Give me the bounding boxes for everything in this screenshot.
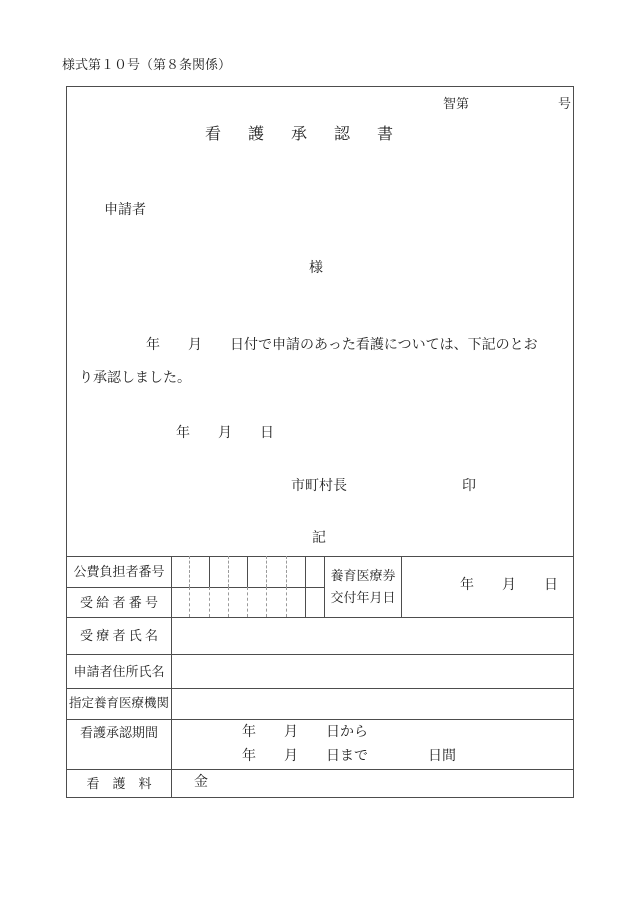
recipient-digit-cell <box>305 587 324 617</box>
mayor-label: 市町村長 <box>291 479 347 494</box>
payer-digit-cell <box>266 556 285 587</box>
body-line-2: り承認しました。 <box>79 371 191 386</box>
voucher-label-line2: 交付年月日 <box>330 590 396 605</box>
payer-digit-cell <box>189 556 208 587</box>
voucher-column-divider <box>401 556 402 617</box>
recipient-digit-cell <box>286 587 305 617</box>
recipient-digit-cell <box>189 587 208 617</box>
voucher-date-blank: 年 月 日 <box>460 578 558 593</box>
recipient-digit-cell <box>247 587 266 617</box>
approval-period-label: 看護承認期間 <box>79 724 158 740</box>
payer-digit-cell <box>171 556 189 587</box>
voucher-issue-label <box>325 556 401 617</box>
payer-digit-cell <box>286 556 305 587</box>
doc-number-suffix: 号 <box>558 96 572 111</box>
period-from-blank: 年 月 日から <box>242 725 368 740</box>
doc-number-prefix: 智第 <box>443 96 470 111</box>
payer-digit-cell <box>228 556 247 587</box>
period-to-blank: 年 月 日まで <box>242 749 368 764</box>
institution-label: 指定養育医療機関 <box>68 696 169 711</box>
issue-date-blank: 年 月 日 <box>176 426 274 441</box>
payer-digit-cell <box>209 556 228 587</box>
honorific-sama: 様 <box>309 261 323 276</box>
payer-digit-cell <box>305 556 324 587</box>
applicant-label: 申請者 <box>104 203 146 218</box>
applicant-address-label: 申請者住所氏名 <box>73 663 165 679</box>
recipient-digit-cell <box>171 587 189 617</box>
recipient-number-digit-grid <box>171 587 325 617</box>
recipient-number-label: 受 給 者 番 号 <box>79 594 158 610</box>
payer-number-digit-grid <box>171 556 325 587</box>
fee-prefix: 金 <box>194 775 208 790</box>
form-frame <box>66 86 574 798</box>
note-heading: 記 <box>312 531 326 546</box>
period-days-suffix: 日間 <box>428 749 456 764</box>
row-divider-4 <box>67 719 573 720</box>
form-style-number: 様式第１０号（第８条関係） <box>62 57 232 72</box>
body-line-1: 年 月 日付で申請のあった看護については、下記のとお <box>146 338 538 353</box>
patient-name-label: 受 療 者 氏 名 <box>79 628 158 643</box>
recipient-digit-cell <box>209 587 228 617</box>
recipient-digit-cell <box>228 587 247 617</box>
fee-label: 看 護 料 <box>86 775 152 791</box>
voucher-label-line1: 養育医療券 <box>330 568 396 583</box>
payer-digit-cell <box>247 556 266 587</box>
payer-number-label: 公費負担者番号 <box>73 564 165 579</box>
seal-placeholder: 印 <box>462 479 476 494</box>
form-title: 看護承認書 <box>205 126 421 143</box>
recipient-digit-cell <box>266 587 285 617</box>
